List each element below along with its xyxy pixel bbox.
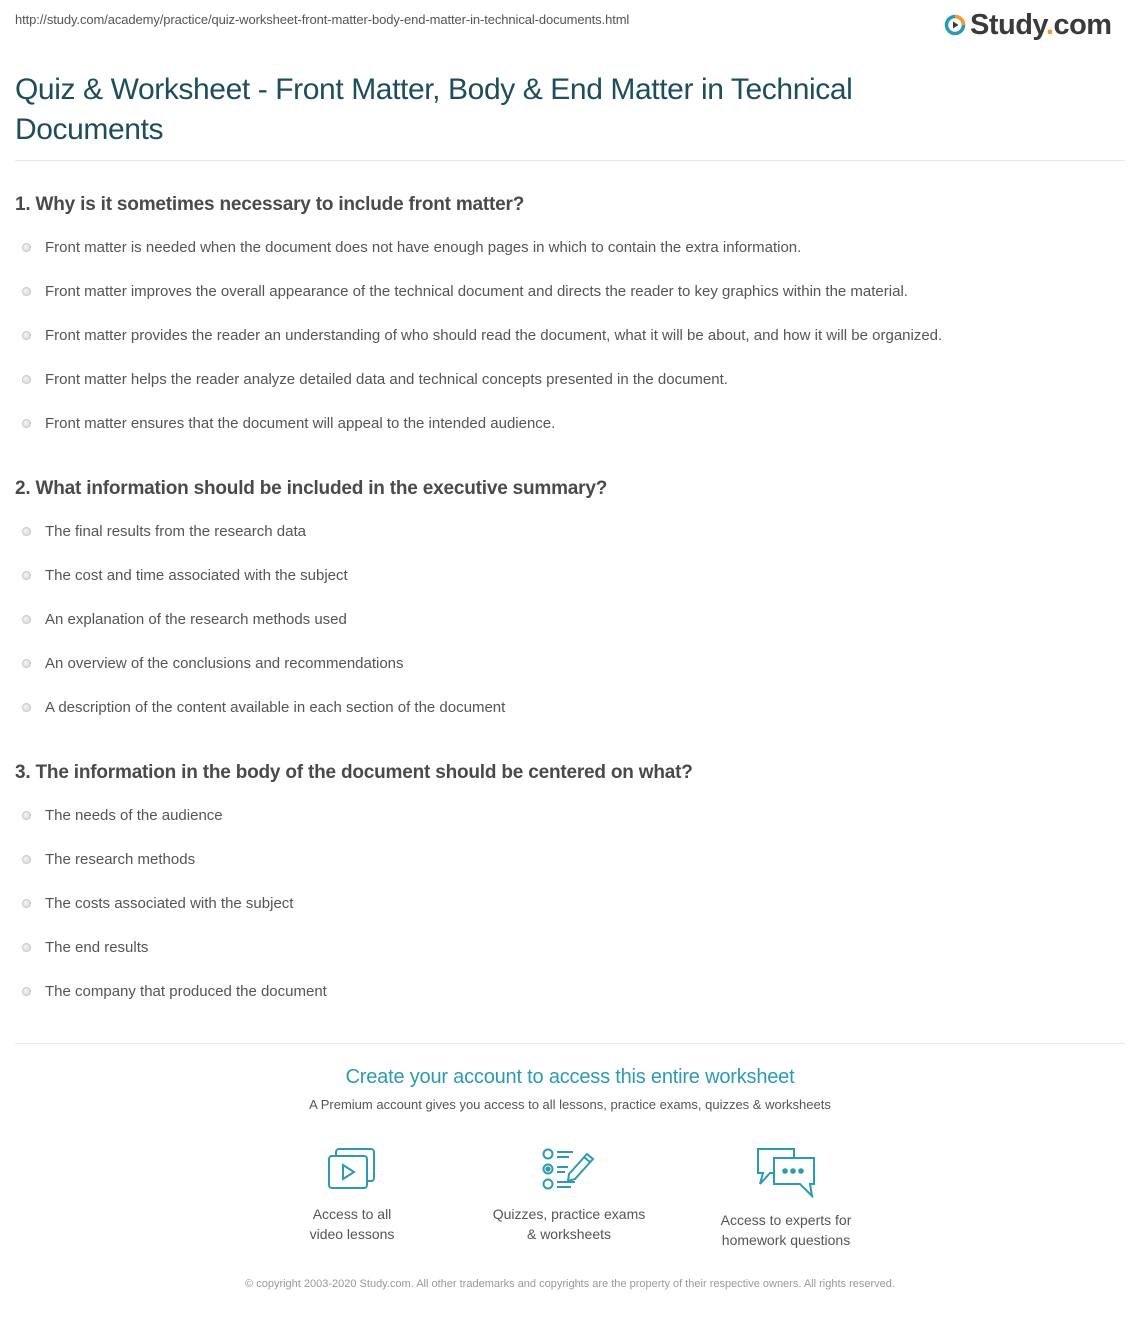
question-3-option-3[interactable] xyxy=(22,895,293,912)
option-label: Front matter improves the overall appearance of the technical document and directs the reader to key graphics within the material. xyxy=(45,283,908,300)
question-3-option-5[interactable] xyxy=(22,983,327,1000)
radio-button[interactable] xyxy=(22,987,31,996)
option-label: A description of the content available in each section of the document xyxy=(45,699,506,716)
cta-subtitle: A Premium account gives you access to all lessons, practice exams, quizzes & worksheets xyxy=(309,1097,831,1112)
option-label: An overview of the conclusions and recommendations xyxy=(45,655,404,672)
feature-label-line1: Access to experts for xyxy=(720,1212,852,1228)
option-label: An explanation of the research methods used xyxy=(45,611,347,628)
logo-text-dot: . xyxy=(1045,8,1054,41)
radio-button[interactable] xyxy=(22,899,31,908)
option-label: Front matter is needed when the document does not have enough pages in which to contain the extra information. xyxy=(45,239,802,256)
option-label: The costs associated with the subject xyxy=(45,895,294,912)
option-label: Front matter helps the reader analyze detailed data and technical concepts presented in the document. xyxy=(45,371,728,388)
option-label: The end results xyxy=(45,939,149,956)
feature-label-line1: Access to all xyxy=(312,1206,392,1222)
cta-divider xyxy=(15,1043,1125,1044)
question-1: 1. Why is it sometimes necessary to include front matter? xyxy=(15,194,525,215)
page-title: Quiz & Worksheet - Front Matter, Body & End Matter in Technical Documents xyxy=(15,73,853,146)
radio-button[interactable] xyxy=(22,331,31,340)
feature-label-line2: homework questions xyxy=(721,1232,851,1248)
radio-button[interactable] xyxy=(22,375,31,384)
question-2-option-4[interactable] xyxy=(22,655,404,672)
feature-label-line2: & worksheets xyxy=(526,1226,612,1242)
option-label: The needs of the audience xyxy=(45,807,223,824)
feature-label-line2: video lessons xyxy=(309,1226,395,1242)
question-2: 2. What information should be included in the executive summary? xyxy=(15,478,608,499)
radio-button[interactable] xyxy=(22,419,31,428)
radio-button[interactable] xyxy=(22,527,31,536)
radio-button[interactable] xyxy=(22,811,31,820)
question-3-option-2[interactable] xyxy=(22,851,195,868)
option-label: Front matter ensures that the document will appeal to the intended audience. xyxy=(45,415,556,432)
question-2-option-2[interactable] xyxy=(22,567,348,584)
feature-video-lessons xyxy=(252,1146,452,1244)
option-label: The cost and time associated with the subject xyxy=(45,567,348,584)
feature-quizzes xyxy=(469,1146,669,1244)
feature-experts xyxy=(686,1146,886,1250)
radio-button[interactable] xyxy=(22,615,31,624)
url-text: http://study.com/academy/practice/quiz-worksheet-front-matter-body-end-matter-in-technical-documents.html xyxy=(15,12,630,27)
question-1-option-5[interactable] xyxy=(22,415,555,432)
question-1-option-1[interactable] xyxy=(22,239,801,256)
logo-text-tld: com xyxy=(1053,8,1112,41)
radio-button[interactable] xyxy=(22,571,31,580)
question-3: 3. The information in the body of the document should be centered on what? xyxy=(15,762,693,783)
question-1-option-3[interactable] xyxy=(22,327,942,344)
question-1-option-4[interactable] xyxy=(22,371,728,388)
title-divider xyxy=(15,160,1125,161)
option-label: The final results from the research data xyxy=(45,523,306,540)
logo-text-main: Study xyxy=(970,8,1046,41)
question-3-option-1[interactable] xyxy=(22,807,223,824)
study-logo[interactable] xyxy=(944,8,1112,42)
radio-button[interactable] xyxy=(22,703,31,712)
radio-button[interactable] xyxy=(22,659,31,668)
question-2-option-1[interactable] xyxy=(22,523,306,540)
radio-button[interactable] xyxy=(22,943,31,952)
chat-experts-icon xyxy=(754,1146,818,1198)
question-2-option-5[interactable] xyxy=(22,699,505,716)
radio-button[interactable] xyxy=(22,243,31,252)
video-lessons-icon xyxy=(326,1146,378,1192)
quiz-worksheet-icon xyxy=(541,1146,597,1192)
logo-play-icon xyxy=(944,14,966,36)
radio-button[interactable] xyxy=(22,855,31,864)
cta-title[interactable]: Create your account to access this entire worksheet xyxy=(345,1066,795,1088)
option-label: The company that produced the document xyxy=(45,983,327,1000)
question-3-option-4[interactable] xyxy=(22,939,148,956)
radio-button[interactable] xyxy=(22,287,31,296)
question-1-option-2[interactable] xyxy=(22,283,908,300)
option-label: The research methods xyxy=(45,851,196,868)
logo-text xyxy=(970,9,1112,42)
feature-label-line1: Quizzes, practice exams xyxy=(492,1206,646,1222)
question-2-option-3[interactable] xyxy=(22,611,347,628)
option-label: Front matter provides the reader an understanding of who should read the document, what it will be about, and how it will be organized. xyxy=(45,327,943,344)
copyright-footer: © copyright 2003-2020 Study.com. All other trademarks and copyrights are the property of their respective owners. All rights reserved. xyxy=(245,1278,895,1290)
